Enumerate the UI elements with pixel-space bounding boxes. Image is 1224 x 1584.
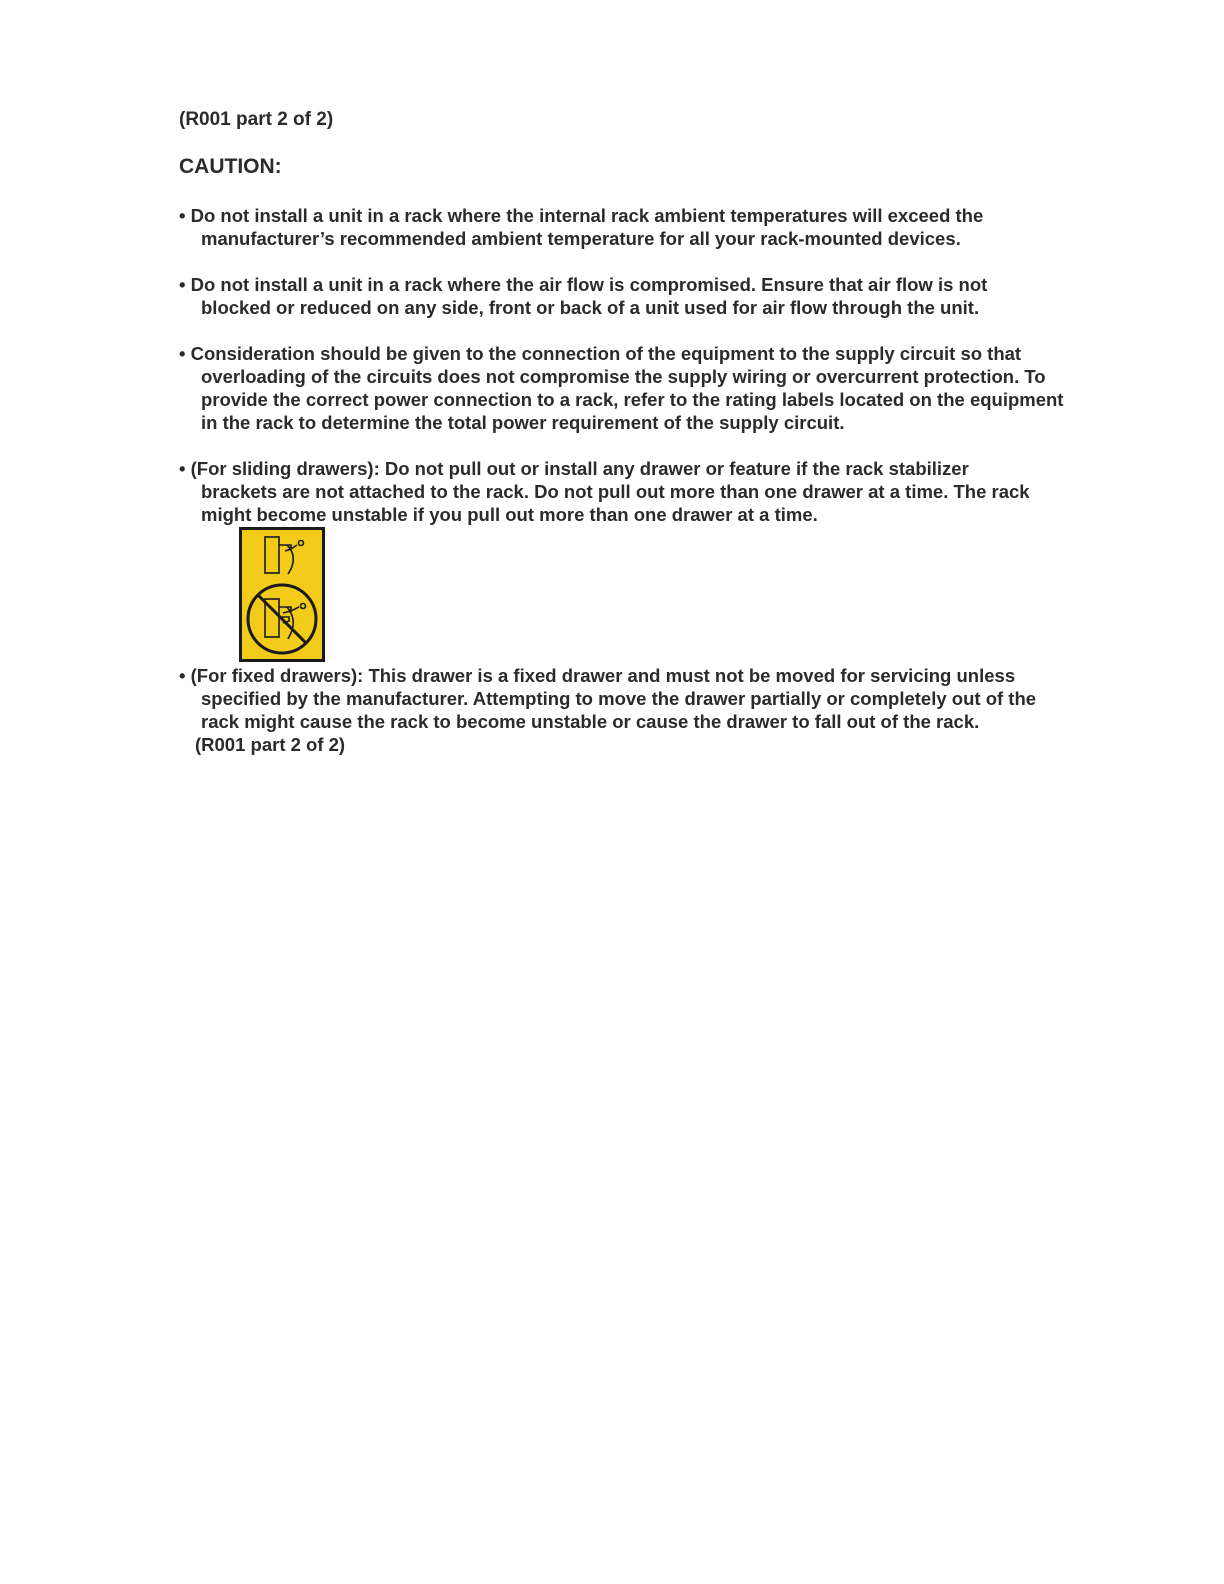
bullet-line: manufacturer’s recommended ambient temperature for all your rack-mounted devices. — [201, 228, 961, 249]
bullet-line: specified by the manufacturer. Attempting to move the drawer partially or completely out of the — [201, 688, 1037, 709]
bullet-line: • (For fixed drawers): This drawer is a fixed drawer and must not be moved for servicing unless — [179, 665, 1016, 686]
bullet-line: might become unstable if you pull out more than one drawer at a time. — [201, 504, 818, 525]
caution-bullet-air-flow — [179, 273, 1109, 319]
caution-bullet-ambient-temperature — [179, 204, 1109, 250]
bullet-line: overloading of the circuits does not compromise the supply wiring or overcurrent protection. To — [201, 366, 1046, 387]
caution-bullet-sliding-drawers — [179, 457, 1109, 526]
bullet-line: • Consideration should be given to the connection of the equipment to the supply circuit so that — [179, 343, 1022, 364]
bullet-line: • Do not install a unit in a rack where the air flow is compromised. Ensure that air flow is not — [179, 274, 988, 295]
bullet-line: rack might cause the rack to become unstable or cause the drawer to fall out of the rack. — [201, 711, 980, 732]
bullet-line: • (For sliding drawers): Do not pull out or install any drawer or feature if the rack stabilizer — [179, 458, 969, 479]
reference-code-bottom: (R001 part 2 of 2) — [195, 734, 346, 755]
bullet-line: • Do not install a unit in a rack where the internal rack ambient temperatures will exceed the — [179, 205, 984, 226]
bullet-line: brackets are not attached to the rack. Do not pull out more than one drawer at a time. The rack — [201, 481, 1030, 502]
rack-drawer-warning-icon — [239, 527, 325, 662]
bullet-line: provide the correct power connection to a rack, refer to the rating labels located on the equipment — [201, 389, 1064, 410]
caution-heading: CAUTION: — [179, 155, 282, 178]
bullet-line: in the rack to determine the total power requirement of the supply circuit. — [201, 412, 845, 433]
bullet-line: blocked or reduced on any side, front or back of a unit used for air flow through the unit. — [201, 297, 980, 318]
caution-bullet-fixed-drawers — [179, 664, 1109, 733]
warning-label-background — [241, 529, 324, 661]
reference-code-top: (R001 part 2 of 2) — [179, 109, 334, 130]
caution-bullet-supply-circuit — [179, 342, 1109, 434]
